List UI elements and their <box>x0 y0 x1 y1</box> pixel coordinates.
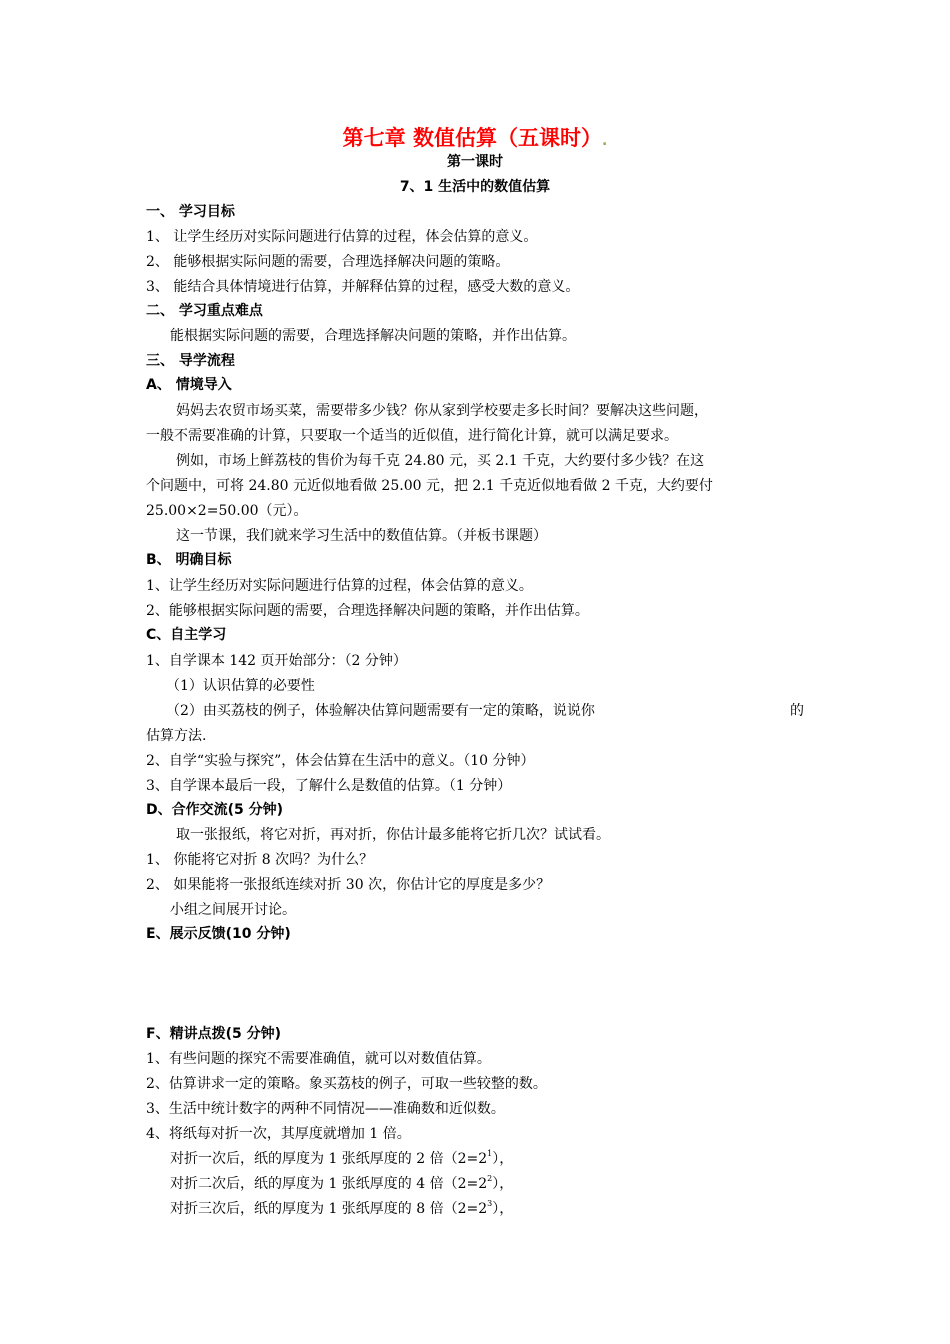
explanation-item-1: 1、有些问题的探究不需要准确值，就可以对数值估算。 <box>146 1051 491 1067</box>
self-study-subitem-1: （1）认识估算的必要性 <box>166 678 315 694</box>
heading-situation: A、 情境导入 <box>146 377 232 393</box>
goal-item-3: 3、 能结合具体情境进行估算，并解释估算的过程，感受大数的意义。 <box>146 279 580 295</box>
chapter-title: 第七章 数值估算（五课时）. <box>342 126 608 150</box>
self-study-item-2: 2、自学“实验与探究”，体会估算在生活中的意义。（10 分钟） <box>146 753 535 769</box>
heading-learning-goals: 一、 学习目标 <box>146 204 235 220</box>
heading-explanation: F、精讲点拨(5 分钟) <box>146 1026 281 1042</box>
self-study-subitem-2-cont: 估算方法. <box>146 728 207 744</box>
paragraph-line: 例如，市场上鲜荔枝的售价为每千克 24.80 元，买 2.1 千克，大约要付多少钱？在这 <box>176 453 705 469</box>
heading-self-study: C、自主学习 <box>146 627 227 643</box>
goal-item-2: 2、 能够根据实际问题的需要，合理选择解决问题的策略。 <box>146 254 510 270</box>
cooperation-item-1: 1、 你能将它对折 8 次吗？为什么？ <box>146 852 374 868</box>
self-study-item-3: 3、自学课本最后一段，了解什么是数值的估算。（1 分钟） <box>146 778 512 794</box>
cooperation-note: 小组之间展开讨论。 <box>170 902 296 918</box>
goal-item-1: 1、 让学生经历对实际问题进行估算的过程，体会估算的意义。 <box>146 229 538 245</box>
explanation-item-4: 4、将纸每对折一次，其厚度就增加 1 倍。 <box>146 1126 411 1142</box>
self-study-subitem-2-end: 的 <box>790 703 804 719</box>
lesson-subtitle: 第一课时 <box>447 154 503 170</box>
cooperation-intro: 取一张报纸，将它对折，再对折，你估计最多能将它折几次？试试看。 <box>176 827 610 843</box>
paragraph-line: 这一节课，我们就来学习生活中的数值估算。（并板书课题） <box>176 528 547 544</box>
heading-key-points: 二、 学习重点难点 <box>146 303 263 319</box>
heading-cooperation: D、合作交流(5 分钟) <box>146 802 284 818</box>
fold-line-2: 对折二次后，纸的厚度为 1 张纸厚度的 4 倍$(2=2^2)$， <box>170 1174 514 1192</box>
objective-item-2: 2、能够根据实际问题的需要，合理选择解决问题的策略，并作出估算。 <box>146 603 589 619</box>
self-study-item-1: 1、自学课本 142 页开始部分：（2 分钟） <box>146 653 407 669</box>
cooperation-item-2: 2、 如果能将一张报纸连续对折 30 次，你估计它的厚度是多少？ <box>146 877 551 893</box>
paragraph-line: 一般不需要准确的计算，只要取一个适当的近似值，进行简化计算，就可以满足要求。 <box>146 428 678 444</box>
paragraph-line: 25.00×2=50.00（元）。 <box>146 503 308 519</box>
heading-objectives: B、 明确目标 <box>146 552 232 568</box>
heading-feedback: E、展示反馈(10 分钟) <box>146 926 291 942</box>
self-study-subitem-2: （2）由买荔枝的例子，体验解决估算问题需要有一定的策略，说说你 <box>166 703 595 719</box>
paragraph-line: 妈妈去农贸市场买菜，需要带多少钱？你从家到学校要走多长时间？要解决这些问题， <box>176 403 708 419</box>
section-title: 7、1 生活中的数值估算 <box>399 179 551 195</box>
objective-item-1: 1、让学生经历对实际问题进行估算的过程，体会估算的意义。 <box>146 578 533 594</box>
explanation-item-2: 2、估算讲求一定的策略。象买荔枝的例子，可取一些较整的数。 <box>146 1076 547 1092</box>
explanation-item-3: 3、生活中统计数字的两种不同情况——准确数和近似数。 <box>146 1101 505 1117</box>
paragraph-line: 个问题中，可将 24.80 元近似地看做 25.00 元，把 2.1 千克近似地看做 2 千克，大约要付 <box>146 478 713 494</box>
heading-process: 三、 导学流程 <box>146 353 235 369</box>
key-point-text: 能根据实际问题的需要，合理选择解决问题的策略，并作出估算。 <box>170 328 576 344</box>
fold-line-1: 对折一次后，纸的厚度为 1 张纸厚度的 2 倍$(2=2^1)$， <box>170 1149 514 1167</box>
fold-line-3: 对折三次后，纸的厚度为 1 张纸厚度的 8 倍$(2=2^3)$， <box>170 1199 514 1217</box>
